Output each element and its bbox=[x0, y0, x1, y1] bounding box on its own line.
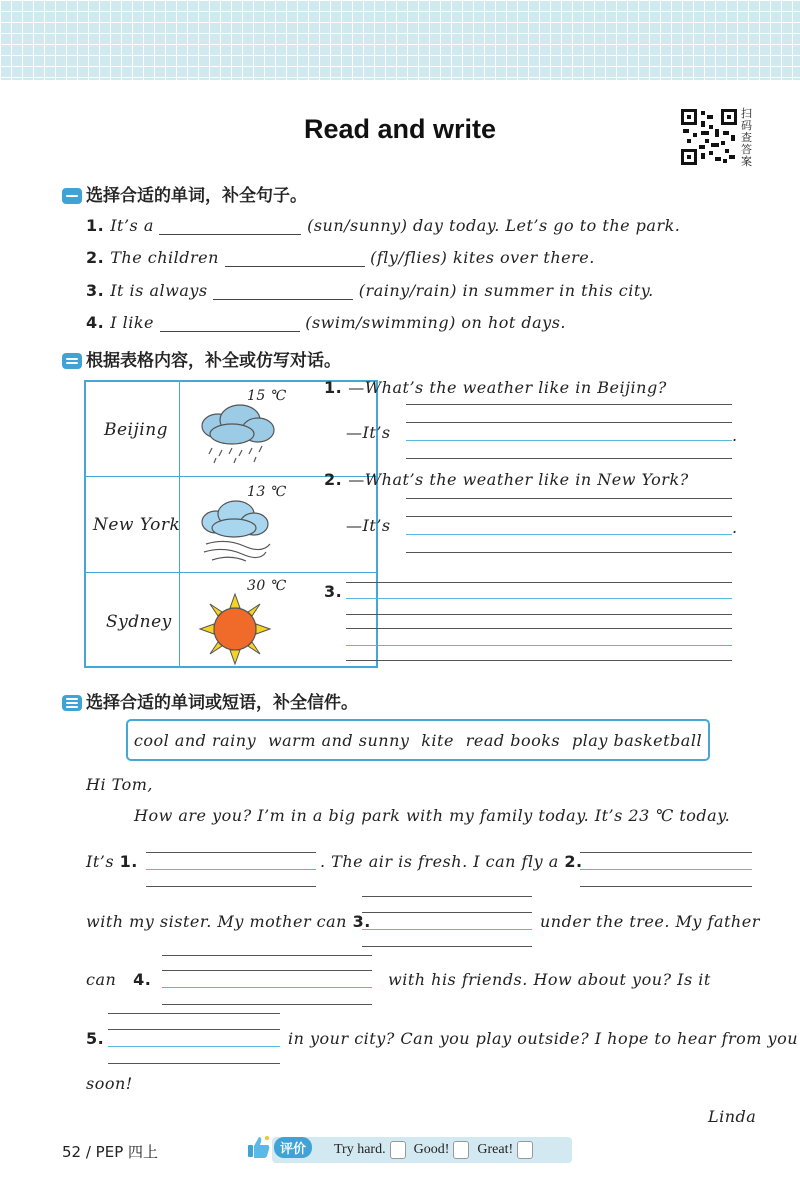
sun-icon bbox=[198, 592, 272, 666]
temp-sydney: 30 ℃ bbox=[247, 578, 287, 594]
writing-line[interactable] bbox=[580, 869, 752, 870]
writing-line[interactable] bbox=[362, 929, 532, 930]
eval-option-great: Great! bbox=[477, 1142, 514, 1157]
writing-line[interactable] bbox=[406, 422, 732, 423]
eval-badge bbox=[246, 1134, 312, 1160]
eval-option-try-hard: Try hard. bbox=[334, 1142, 386, 1157]
section1-heading: 选择合适的单词，补全句子。 bbox=[62, 181, 307, 206]
writing-line[interactable] bbox=[162, 1004, 372, 1005]
letter-line-2b: . The air is fresh. I can fly a 2. bbox=[320, 852, 583, 871]
writing-line[interactable] bbox=[108, 1029, 280, 1030]
rain-cloud-icon bbox=[196, 402, 280, 466]
word-option: kite bbox=[421, 730, 454, 750]
writing-line[interactable] bbox=[346, 614, 732, 615]
windy-cloud-icon bbox=[196, 498, 276, 568]
page-number: 52 / PEP 四上 bbox=[62, 1143, 159, 1161]
eval-label: 评价 bbox=[274, 1137, 312, 1158]
dialog1-answer-start: —It’s bbox=[346, 423, 391, 442]
writing-line[interactable] bbox=[346, 598, 732, 599]
writing-line[interactable] bbox=[162, 987, 372, 988]
dialog1-period: . bbox=[732, 426, 738, 445]
writing-line[interactable] bbox=[108, 1013, 280, 1014]
writing-line[interactable] bbox=[362, 896, 532, 897]
word-bank bbox=[126, 719, 710, 761]
letter-line-1: How are you? I’m in a big park with my family today. It’s 23 ℃ today. bbox=[134, 806, 731, 825]
s1-item-2: 2. The children (fly/flies) kites over there. bbox=[86, 248, 595, 267]
s1-item-1: 1. It’s a (sun/sunny) day today. Let’s go to the park. bbox=[86, 216, 681, 235]
table-divider bbox=[84, 572, 378, 573]
writing-line[interactable] bbox=[406, 552, 732, 553]
city-sydney: Sydney bbox=[106, 612, 172, 632]
eval-checkbox[interactable] bbox=[453, 1141, 469, 1159]
writing-line[interactable] bbox=[146, 886, 316, 887]
dialog2-question: 2. —What’s the weather like in New York? bbox=[324, 470, 689, 489]
word-option: warm and sunny bbox=[267, 730, 410, 750]
writing-line[interactable] bbox=[362, 946, 532, 947]
writing-line[interactable] bbox=[146, 852, 316, 853]
eval-checkbox[interactable] bbox=[390, 1141, 406, 1159]
temp-new-york: 13 ℃ bbox=[247, 484, 287, 500]
writing-line[interactable] bbox=[346, 628, 732, 629]
writing-line[interactable] bbox=[146, 869, 316, 870]
page-title: Read and write bbox=[303, 114, 497, 144]
dialog3-number: 3. bbox=[324, 582, 343, 601]
letter-line-4a: can 4. bbox=[86, 970, 152, 989]
word-option: cool and rainy bbox=[133, 730, 257, 750]
writing-line[interactable] bbox=[580, 852, 752, 853]
letter-line-5b: in your city? Can you play outside? I hope to hear from you bbox=[288, 1029, 799, 1048]
letter-line-3b: under the tree. My father bbox=[540, 912, 760, 931]
writing-line[interactable] bbox=[346, 660, 732, 661]
answer-blank[interactable] bbox=[225, 248, 365, 267]
writing-line[interactable] bbox=[580, 886, 752, 887]
answer-blank[interactable] bbox=[160, 313, 300, 332]
answer-blank[interactable] bbox=[159, 216, 301, 235]
section-one-icon bbox=[62, 188, 82, 204]
letter-line-3a: with my sister. My mother can 3. bbox=[86, 912, 371, 931]
letter-line-4b: with his friends. How about you? Is it bbox=[388, 970, 711, 989]
answer-blank[interactable] bbox=[213, 281, 353, 300]
header-grid-band bbox=[0, 0, 800, 80]
writing-line[interactable] bbox=[362, 912, 532, 913]
section-three-icon bbox=[62, 695, 82, 711]
writing-line[interactable] bbox=[406, 498, 732, 499]
writing-line[interactable] bbox=[406, 404, 732, 405]
s1-item-4: 4. I like (swim/swimming) on hot days. bbox=[86, 313, 567, 332]
section3-heading: 选择合适的单词或短语，补全信件。 bbox=[62, 688, 358, 713]
self-evaluation-bar bbox=[272, 1137, 572, 1163]
city-beijing: Beijing bbox=[104, 420, 169, 440]
writing-line[interactable] bbox=[346, 582, 732, 583]
qr-caption: 扫码查答案 bbox=[741, 107, 752, 168]
writing-line[interactable] bbox=[406, 534, 732, 535]
thumbs-up-icon bbox=[246, 1134, 272, 1160]
qr-code-icon[interactable] bbox=[681, 109, 737, 165]
word-option: play basketball bbox=[571, 730, 703, 750]
dialog2-period: . bbox=[732, 518, 738, 537]
city-new-york: New York bbox=[93, 515, 181, 535]
writing-line[interactable] bbox=[346, 645, 732, 646]
dialog1-question: 1. —What’s the weather like in Beijing? bbox=[324, 378, 667, 397]
writing-line[interactable] bbox=[406, 440, 732, 441]
letter-number-5: 5. bbox=[86, 1029, 105, 1048]
section2-heading: 根据表格内容，补全或仿写对话。 bbox=[62, 346, 341, 371]
letter-greeting: Hi Tom, bbox=[86, 775, 153, 794]
writing-line[interactable] bbox=[162, 955, 372, 956]
writing-line[interactable] bbox=[108, 1046, 280, 1047]
writing-line[interactable] bbox=[162, 970, 372, 971]
writing-line[interactable] bbox=[406, 516, 732, 517]
letter-line-2a: It’s 1. bbox=[86, 852, 138, 871]
eval-option-good: Good! bbox=[413, 1142, 450, 1157]
temp-beijing: 15 ℃ bbox=[247, 388, 287, 404]
dialog2-answer-start: —It’s bbox=[346, 516, 391, 535]
writing-line[interactable] bbox=[406, 458, 732, 459]
eval-checkbox[interactable] bbox=[517, 1141, 533, 1159]
letter-line-6: soon! bbox=[86, 1074, 133, 1093]
section-two-icon bbox=[62, 353, 82, 369]
writing-line[interactable] bbox=[108, 1063, 280, 1064]
letter-signature: Linda bbox=[708, 1107, 757, 1126]
s1-item-3: 3. It is always (rainy/rain) in summer in this city. bbox=[86, 281, 654, 300]
word-option: read books bbox=[465, 730, 561, 750]
